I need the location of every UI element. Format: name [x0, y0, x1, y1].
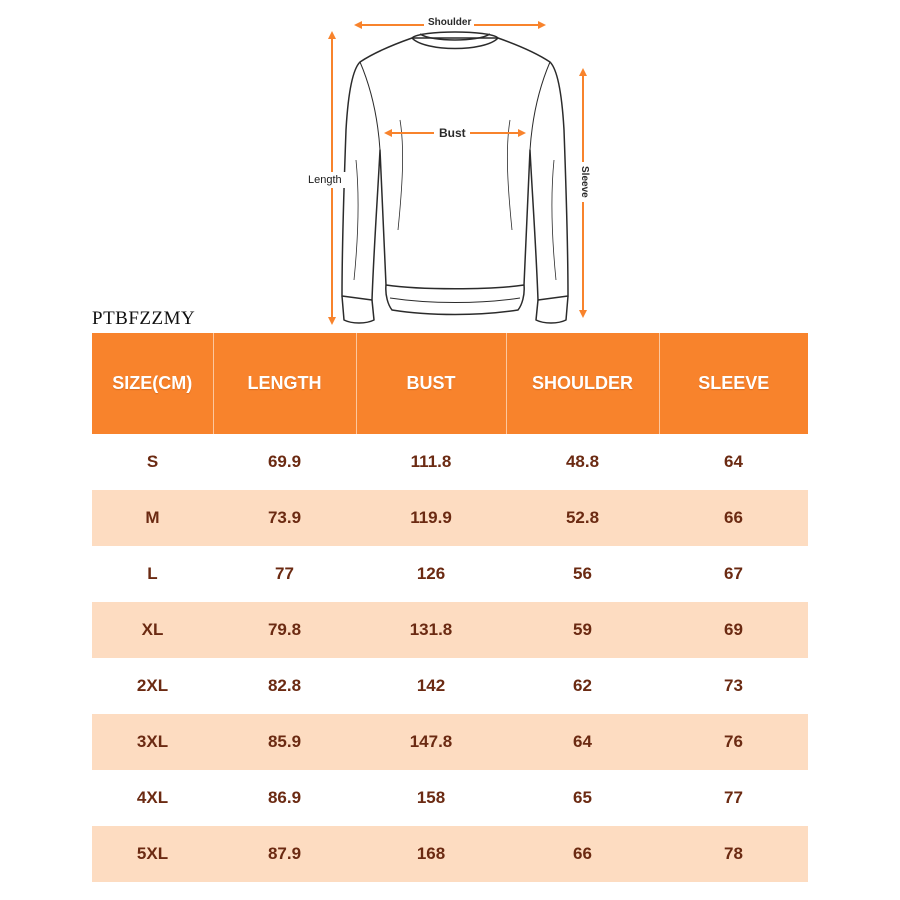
- cell-sleeve: 69: [659, 602, 808, 658]
- cell-shoulder: 65: [506, 770, 659, 826]
- cell-bust: 131.8: [356, 602, 506, 658]
- table-row: [92, 546, 808, 602]
- cell-length: 87.9: [213, 826, 356, 882]
- cell-length: 73.9: [213, 490, 356, 546]
- table-row: [92, 434, 808, 490]
- cell-size: 4XL: [92, 770, 213, 826]
- cell-size: L: [92, 546, 213, 602]
- header-size: SIZE(CM): [92, 333, 213, 434]
- cell-shoulder: 64: [506, 714, 659, 770]
- shoulder-label: Shoulder: [428, 17, 472, 28]
- cell-sleeve: 67: [659, 546, 808, 602]
- cell-shoulder: 48.8: [506, 434, 659, 490]
- cell-length: 86.9: [213, 770, 356, 826]
- header-shoulder: SHOULDER: [506, 333, 659, 434]
- cell-length: 79.8: [213, 602, 356, 658]
- cell-shoulder: 52.8: [506, 490, 659, 546]
- cell-size: S: [92, 434, 213, 490]
- cell-sleeve: 64: [659, 434, 808, 490]
- brand-name: PTBFZZMY: [92, 308, 196, 329]
- cell-bust: 147.8: [356, 714, 506, 770]
- table-row: [92, 602, 808, 658]
- sweatshirt-diagram: [0, 0, 900, 330]
- header-length: LENGTH: [213, 333, 356, 434]
- cell-shoulder: 59: [506, 602, 659, 658]
- cell-size: 3XL: [92, 714, 213, 770]
- sweatshirt-illustration: [0, 0, 900, 330]
- cell-bust: 168: [356, 826, 506, 882]
- cell-length: 77: [213, 546, 356, 602]
- header-sleeve: SLEEVE: [659, 333, 808, 434]
- cell-length: 85.9: [213, 714, 356, 770]
- cell-sleeve: 77: [659, 770, 808, 826]
- header-bust: BUST: [356, 333, 506, 434]
- bust-label: Bust: [439, 126, 466, 140]
- cell-bust: 158: [356, 770, 506, 826]
- cell-bust: 119.9: [356, 490, 506, 546]
- cell-size: M: [92, 490, 213, 546]
- cell-size: 5XL: [92, 826, 213, 882]
- cell-length: 82.8: [213, 658, 356, 714]
- table-row: [92, 714, 808, 770]
- cell-bust: 111.8: [356, 434, 506, 490]
- table-body: [92, 434, 808, 882]
- cell-shoulder: 66: [506, 826, 659, 882]
- cell-length: 69.9: [213, 434, 356, 490]
- cell-bust: 142: [356, 658, 506, 714]
- cell-shoulder: 62: [506, 658, 659, 714]
- size-chart-table: [92, 333, 808, 882]
- cell-sleeve: 73: [659, 658, 808, 714]
- cell-size: XL: [92, 602, 213, 658]
- table-row: [92, 770, 808, 826]
- table-row: [92, 826, 808, 882]
- cell-bust: 126: [356, 546, 506, 602]
- measurement-arrows: [332, 25, 583, 323]
- cell-sleeve: 76: [659, 714, 808, 770]
- table-row: [92, 658, 808, 714]
- sleeve-label: Sleeve: [579, 166, 590, 198]
- table-row: [92, 490, 808, 546]
- cell-sleeve: 66: [659, 490, 808, 546]
- sweatshirt-outline: [342, 32, 568, 323]
- length-label: Length: [308, 174, 342, 186]
- cell-shoulder: 56: [506, 546, 659, 602]
- cell-size: 2XL: [92, 658, 213, 714]
- table-header-row: [92, 333, 808, 434]
- cell-sleeve: 78: [659, 826, 808, 882]
